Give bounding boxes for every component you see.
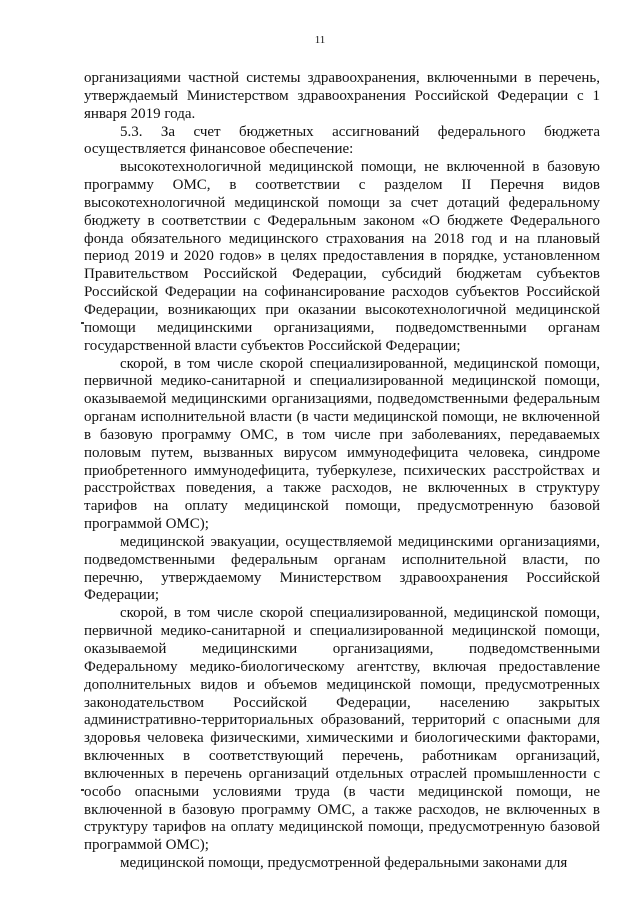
page-number: 11	[314, 34, 326, 46]
paragraph-federal-laws: медицинской помощи, предусмотренной федеральными законами для	[120, 855, 568, 872]
document-body	[84, 70, 600, 873]
paragraph-medical-evacuation: медицинской эвакуации, осуществляемой медицинскими организациями, подведомственными федеральным органам исполнительной власти, по перечню, утверждаемому Министерством здравоохранения Российской Федерации;	[84, 533, 600, 604]
paragraph-continuation: организациями частной системы здравоохранения, включенными в перечень, утверждаемый Министерством здравоохранения Российской Федерации с 1 января 2019 года.	[84, 70, 600, 122]
paragraph-high-tech-care: высокотехнологичной медицинской помощи, не включенной в базовую программу ОМС, в соответствии с разделом II Перечня видов высокотехнологичной медицинской помощи за счет дотаций федеральному бюджету в соответствии с Федеральным законом «О бюджете Федерального фонда обязательного медицинского страхования на 2018 год и на плановый период 2019 и 2020 годов» в целях предоставления в порядке, установленном Правительством Российской Федерации, субсидий бюджетам субъектов Российской Федерации на софинансирование расходов субъектов Российской Федерации, возникающих при оказании высокотехнологичной медицинской помощи медицинскими организациями, подведомственными органам государственной власти субъектов Российской Федерации;	[84, 159, 600, 354]
paragraph-emergency-care-fmba: скорой, в том числе скорой специализированной, медицинской помощи, первичной медико-санитарной и специализированной медицинской помощи, оказываемой медицинскими организациями, подведомственными Федеральному медико-биологическому агентству, включая предоставление дополнительных видов и объемов медицинской помощи, предусмотренных законодательством Российской Федерации, населению закрытых административно-территориальных образований, территорий с опасными для здоровья человека физическими, химическими и биологическими факторами, включенных в соответствующий перечень, работникам организаций, включенных в перечень организаций отдельных отраслей промышленности с особо опасными условиями труда (в части медицинской помощи, не включенной в базовую программу ОМС, а также расходов, не включенных в структуру тарифов на оплату медицинской помощи, предусмотренную базовой программой ОМС);	[84, 605, 600, 854]
paragraph-emergency-care-federal: скорой, в том числе скорой специализированной, медицинской помощи, первичной медико-санитарной и специализированной медицинской помощи, оказываемой медицинскими организациями, подведомственными федеральным органам исполнительной власти (в части медицинской помощи, не включенной в базовую программу ОМС, в том числе при заболеваниях, передаваемых половым путем, вызванных вирусом иммунодефицита человека, синдроме приобретенного иммунодефицита, туберкулезе, психических расстройствах и расстройствах поведения, а также расходов, не включенных в структуру тарифов на оплату медицинской помощи, предусмотренную базовой программой ОМС);	[84, 355, 600, 533]
paragraph-section-5-3: 5.3. За счет бюджетных ассигнований федерального бюджета осуществляется финансовое обеспечение:	[84, 123, 600, 158]
